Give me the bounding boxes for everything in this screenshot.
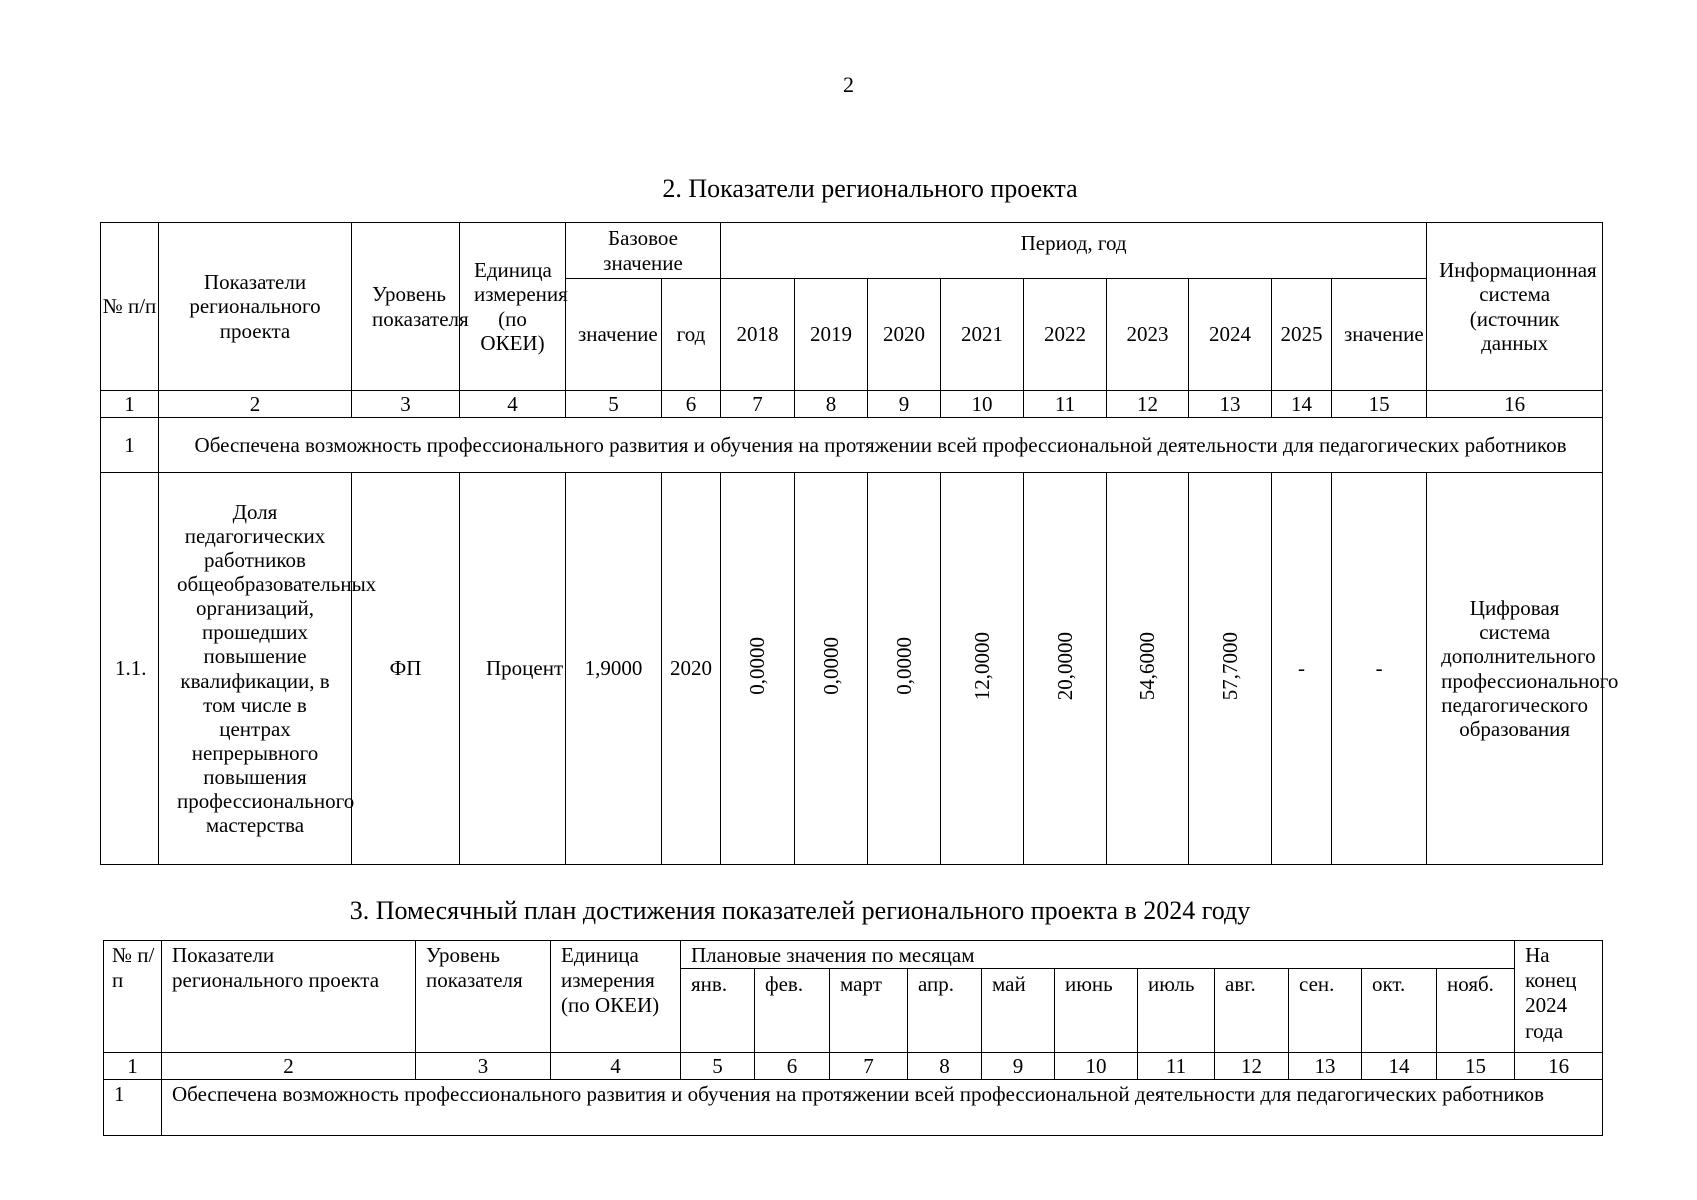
header-base-year: год xyxy=(662,279,721,391)
col-number: 11 xyxy=(1024,391,1107,418)
header-indicator: Показатели регионального проекта xyxy=(159,223,352,391)
header-num: № п/п xyxy=(101,223,159,391)
row-unit: Процент xyxy=(460,473,566,865)
header-month: сен. xyxy=(1289,969,1362,1053)
col-number: 4 xyxy=(460,391,566,418)
monthly-plan-table xyxy=(103,940,1603,1136)
col-number: 16 xyxy=(1515,1053,1603,1080)
row-level: ФП xyxy=(352,473,460,865)
col-number: 7 xyxy=(721,391,795,418)
header-end: На конец 2024 года xyxy=(1515,941,1603,1053)
header-indicator: Показатели регионального проекта xyxy=(162,941,416,1053)
header-month: март xyxy=(830,969,908,1053)
row-value-2025: - xyxy=(1272,473,1332,865)
header-year: 2022 xyxy=(1024,279,1107,391)
value-label: 20,0000 xyxy=(1052,631,1077,701)
row-value-2019 xyxy=(795,473,868,865)
col-number: 12 xyxy=(1107,391,1189,418)
col-number: 1 xyxy=(101,391,159,418)
col-number: 2 xyxy=(159,391,352,418)
col-number: 15 xyxy=(1437,1053,1515,1080)
goal-text: Обеспечена возможность профессионального развития и обучения на протяжении всей профессиональной деятельности для педагогических работников xyxy=(162,1080,1603,1136)
value-label: 12,0000 xyxy=(969,631,994,701)
col-number: 15 xyxy=(1332,391,1427,418)
goal-text: Обеспечена возможность профессионального развития и обучения на протяжении всей профессиональной деятельности для педагогических работников xyxy=(159,418,1603,473)
col-number: 10 xyxy=(1055,1053,1138,1080)
row-base-year: 2020 xyxy=(662,473,721,865)
header-level: Уровень показателя xyxy=(416,941,551,1053)
col-number: 13 xyxy=(1289,1053,1362,1080)
header-year: 2023 xyxy=(1107,279,1189,391)
header-year: 2020 xyxy=(868,279,941,391)
row-indicator: Доля педагогических работников общеобразовательных организаций, прошедших повышение квалификации, в том числе в центрах непрерывного повышения профессионального мастерства xyxy=(159,473,352,865)
row-value-2021 xyxy=(941,473,1024,865)
header-month: окт. xyxy=(1362,969,1437,1053)
goal-num: 1 xyxy=(101,418,159,473)
col-number: 4 xyxy=(551,1053,681,1080)
value-label: 0,0000 xyxy=(745,637,770,695)
col-number: 14 xyxy=(1362,1053,1437,1080)
row-num: 1.1. xyxy=(101,473,159,865)
value-label: 0,0000 xyxy=(891,637,916,695)
col-number: 13 xyxy=(1189,391,1272,418)
row-value-2022 xyxy=(1024,473,1107,865)
header-month: нояб. xyxy=(1437,969,1515,1053)
header-month: июнь xyxy=(1055,969,1138,1053)
row-value-extra: - xyxy=(1332,473,1427,865)
header-unit: Единица измерения (по ОКЕИ) xyxy=(460,223,566,391)
header-year: 2025 xyxy=(1272,279,1332,391)
header-planned: Плановые значения по месяцам xyxy=(681,941,1515,969)
header-unit: Единица измерения (по ОКЕИ) xyxy=(551,941,681,1053)
header-year: 2018 xyxy=(721,279,795,391)
col-number: 6 xyxy=(662,391,721,418)
col-number: 10 xyxy=(941,391,1024,418)
header-level: Уровень показателя xyxy=(352,223,460,391)
row-value-2018 xyxy=(721,473,795,865)
header-month: апр. xyxy=(908,969,982,1053)
header-period: Период, год xyxy=(721,223,1427,279)
col-number: 7 xyxy=(830,1053,908,1080)
col-number: 9 xyxy=(982,1053,1055,1080)
col-number: 14 xyxy=(1272,391,1332,418)
row-info-system: Цифровая система дополнительного профессионального педагогического образования xyxy=(1427,473,1603,865)
header-year: 2024 xyxy=(1189,279,1272,391)
col-number: 1 xyxy=(104,1053,162,1080)
value-label: 54,6000 xyxy=(1135,631,1160,701)
col-number: 9 xyxy=(868,391,941,418)
header-num: № п/п xyxy=(104,941,162,1053)
row-value-2023 xyxy=(1107,473,1189,865)
row-value-2020 xyxy=(868,473,941,865)
col-number: 8 xyxy=(908,1053,982,1080)
header-month: май xyxy=(982,969,1055,1053)
value-label: 57,7000 xyxy=(1217,631,1242,701)
section-2-title: 2. Показатели регионального проекта xyxy=(662,174,1078,203)
col-number: 8 xyxy=(795,391,868,418)
table-row xyxy=(101,473,1603,865)
row-base-value: 1,9000 xyxy=(566,473,662,865)
header-month: янв. xyxy=(681,969,755,1053)
header-base: Базовое значение xyxy=(566,223,721,279)
col-number: 5 xyxy=(566,391,662,418)
header-month: июль xyxy=(1138,969,1215,1053)
header-month: фев. xyxy=(755,969,830,1053)
col-number: 2 xyxy=(162,1053,416,1080)
header-year-value: значение xyxy=(1332,279,1427,391)
col-number: 11 xyxy=(1138,1053,1215,1080)
page-number: 2 xyxy=(843,72,854,97)
row-value-2024 xyxy=(1189,473,1272,865)
col-number: 12 xyxy=(1215,1053,1289,1080)
col-number: 6 xyxy=(755,1053,830,1080)
goal-num: 1 xyxy=(104,1080,162,1136)
col-number: 3 xyxy=(416,1053,551,1080)
col-number: 16 xyxy=(1427,391,1603,418)
header-info-system: Информационная система (источник данных xyxy=(1427,223,1603,391)
col-number: 5 xyxy=(681,1053,755,1080)
col-number: 3 xyxy=(352,391,460,418)
header-year: 2019 xyxy=(795,279,868,391)
value-label: 0,0000 xyxy=(818,637,843,695)
indicators-table xyxy=(100,222,1619,865)
header-base-value: значение xyxy=(566,279,662,391)
header-month: авг. xyxy=(1215,969,1289,1053)
section-3-title: 3. Помесячный план достижения показателей регионального проекта в 2024 году xyxy=(349,896,1251,925)
header-year: 2021 xyxy=(941,279,1024,391)
